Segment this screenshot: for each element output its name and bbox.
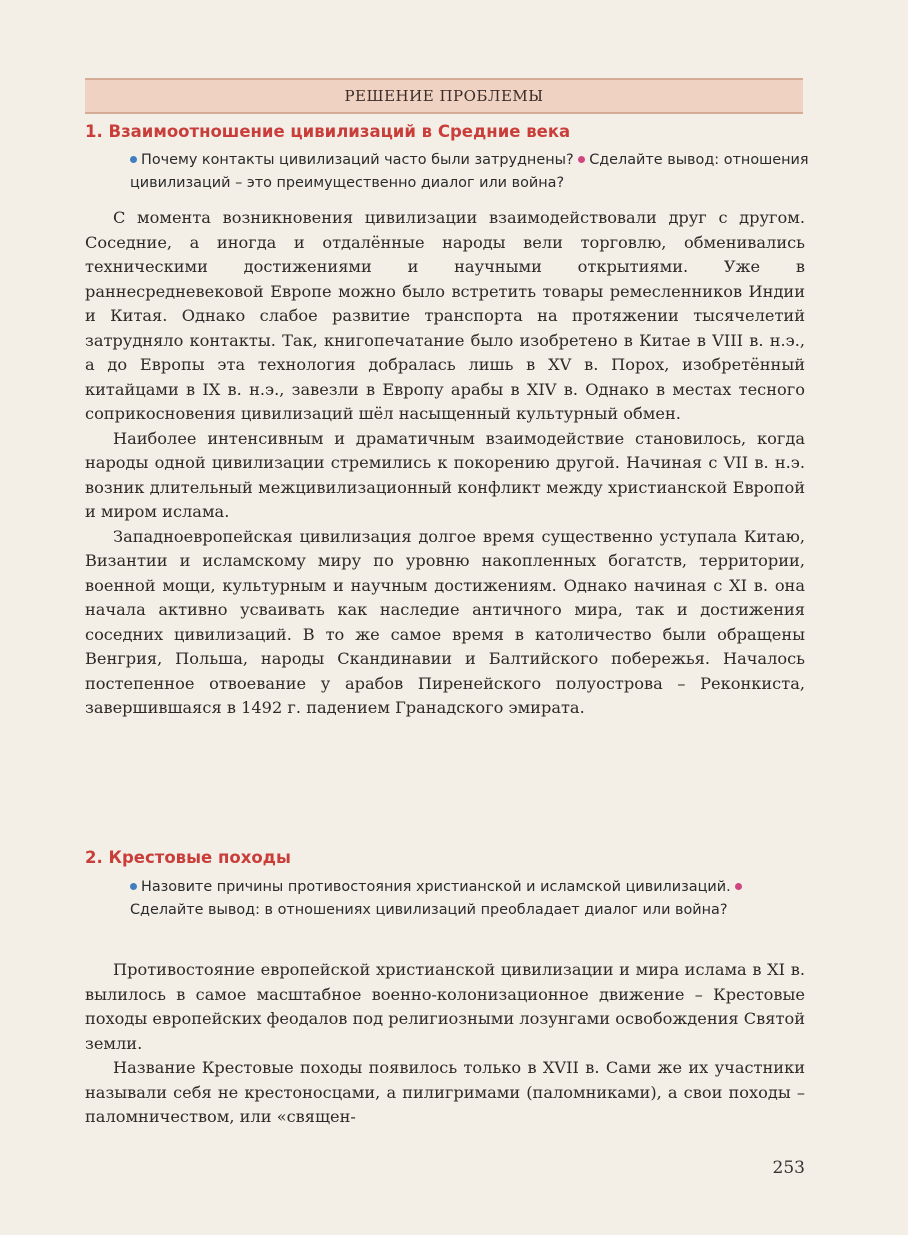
page-number: 253: [772, 1158, 805, 1178]
question-2: Сделайте вывод: отношения цивилизаций – это преимущественно диалог или война?: [130, 152, 809, 191]
question-2: Сделайте вывод: в отношениях цивилизаций преобладает диалог или война?: [130, 902, 728, 918]
bullet-icon: [578, 156, 585, 163]
paragraph: Наиболее интенсивным и драматичным взаимодействие становилось, когда народы одной цивилизации стремились к покорению другой. Начиная с VII в. н.э. возник длительный межцивилизационный конфликт между христианской Европой и миром ислама.: [85, 428, 805, 521]
section-1-text: [85, 206, 805, 721]
paragraph: Западноевропейская цивилизация долгое время существенно уступала Китаю, Византии и исламскому миру по уровню накопленных богатств, территории, военной мощи, культурным и научным достижениям. Однако начиная с XI в. она начала активно усваивать как наследие античного мира, так и достижения соседних цивилизаций. В то же самое время в католичество были обращены Венгрия, Польша, народы Скандинавии и Балтийского побережья. Началось постепенное отвоевание у арабов Пиренейского полуострова – Реконкиста, завершившаяся в 1492 г. падением Гранадского эмирата.: [85, 526, 805, 717]
question-1: Назовите причины противостояния христианской и исламской цивилизаций.: [141, 879, 731, 895]
section-banner: РЕШЕНИЕ ПРОБЛЕМЫ: [85, 78, 803, 114]
section-1-questions: [130, 149, 810, 195]
bullet-icon: [735, 883, 742, 890]
paragraph: Название Крестовые походы появилось только в XVII в. Сами же их участники называли себя не крестоносцами, а пилигримами (паломниками), а свои походы – паломничеством, или «священ-: [85, 1058, 805, 1126]
paragraph: Противостояние европейской христианской цивилизации и мира ислама в XI в. вылилось в самое масштабное военно-колонизационное движение – Крестовые походы европейских феодалов под религиозными лозунгами освобождения Святой земли.: [85, 960, 805, 1053]
section-2-text: [85, 958, 805, 1130]
bullet-icon: [130, 156, 137, 163]
section-2-questions: [130, 876, 810, 922]
bullet-icon: [130, 883, 137, 890]
section-1-title: 1. Взаимоотношение цивилизаций в Средние века: [85, 122, 571, 141]
paragraph: С момента возникновения цивилизации взаимодействовали друг с другом. Соседние, а иногда и отдалённые народы вели торговлю, обменивались техническими достижениями и научными открытиями. Уже в раннесредневековой Европе можно было встретить товары ремесленников Индии и Китая. Однако слабое развитие транспорта на протяжении тысячелетий затрудняло контакты. Так, книгопечатание было изобретено в Китае в VIII в. н.э., а до Европы эта технология добралась лишь в XV в. Порох, изобретённый китайцами в IX в. н.э., завезли в Европу арабы в XIV в. Однако в местах тесного соприкосновения цивилизаций шёл насыщенный культурный обмен.: [85, 208, 805, 423]
question-1: Почему контакты цивилизаций часто были затруднены?: [141, 152, 574, 168]
section-2-title: 2. Крестовые походы: [85, 848, 291, 867]
